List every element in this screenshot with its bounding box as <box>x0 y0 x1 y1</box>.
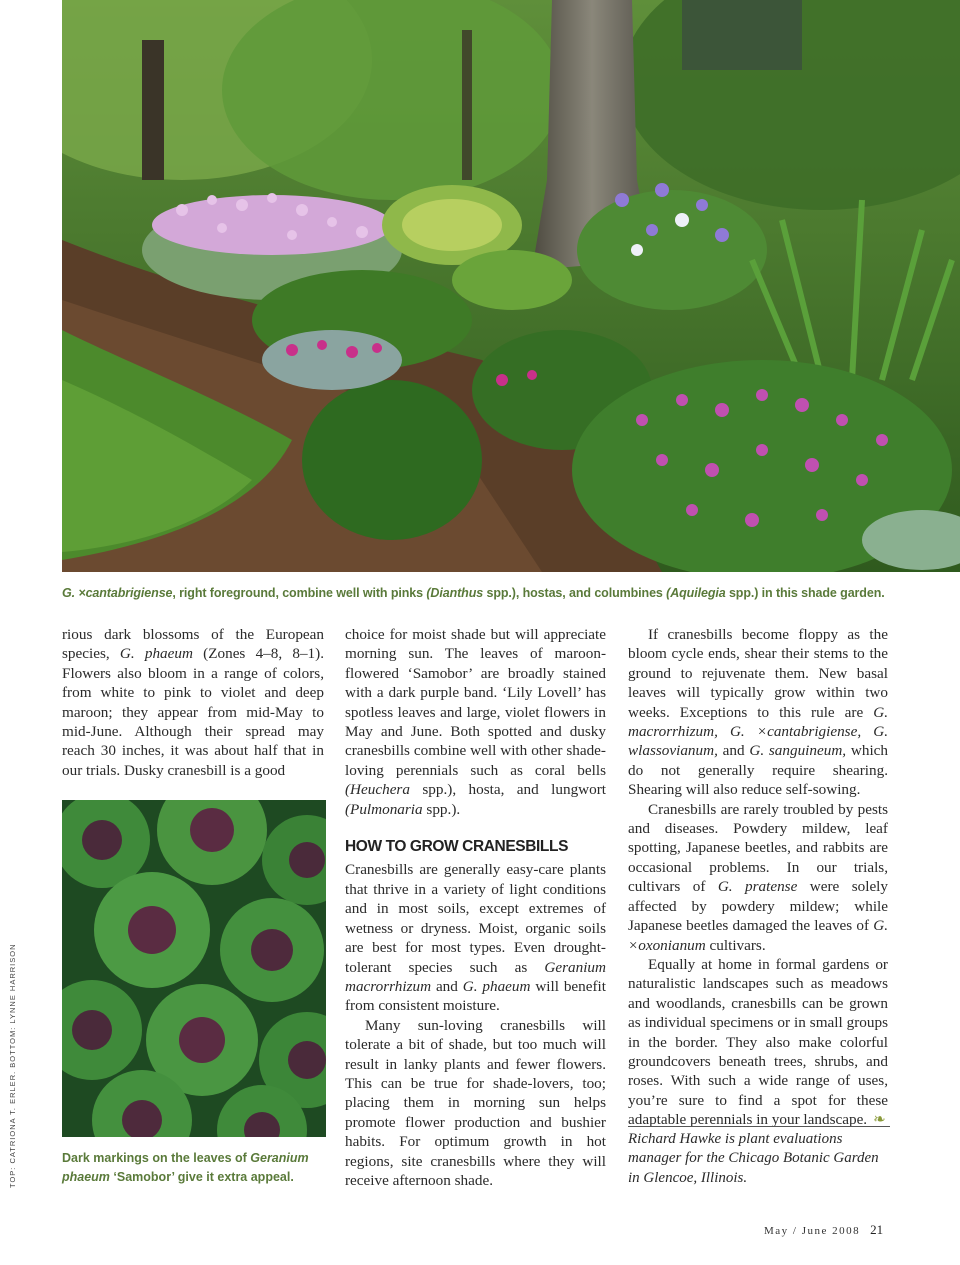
paragraph: Cranesbills are generally easy-care plants that thrive in a variety of light conditions and in most soils, except extremes of wetness or dryness. Moist, organic soils are best for most types. Even drought-tolerant species such as Geranium macrorrhizum and G. phaeum will benefit from consistent moisture. <box>345 861 606 1015</box>
paragraph: rious dark blossoms of the European species, G. phaeum (Zones 4–8, 8–1). Flowers also bloom in a range of colors, from white to pink to violet and deep maroon; they appear from mid-May to mid-June. Although their spread may reach 30 inches, it was about half that in our trials. Dusky cranesbill is a good <box>62 626 324 779</box>
issue-date: May / June 2008 <box>764 1225 861 1237</box>
page-number: 21 <box>870 1222 884 1237</box>
photo-credit: TOP: CATRIONA T. ERLER. BOTTOM: LYNNE HARRISON <box>8 943 17 1188</box>
text-column-1 <box>62 625 324 780</box>
text-column-3 <box>628 625 888 1131</box>
section-heading: HOW TO GROW CRANESBILLS <box>345 838 569 856</box>
leaf-photo-caption: Dark markings on the leaves of Geranium phaeum ‘Samobor’ give it extra appeal. <box>62 1151 309 1184</box>
garden-photo <box>62 0 960 572</box>
author-bio: Richard Hawke is plant evaluations manager for the Chicago Botanic Garden in Glencoe, Illinois. <box>628 1126 890 1188</box>
end-mark-icon: ❧ <box>873 1112 886 1129</box>
paragraph: Equally at home in formal gardens or naturalistic landscapes such as meadows and woodlands, cranesbills can be grown as individual specimens or in small groups in the border. They also make colorful groundcovers beneath trees, shrubs, and roses. With such a wide range of uses, you’re sure to find a spot for these adaptable perennials in your landscape. ❧ <box>628 955 888 1129</box>
paragraph: If cranesbills become floppy as the bloom cycle ends, shear their stems to the ground to rejuvenate them. New basal leaves will typically grow within two weeks. Exceptions to this rule are G. macrorrhizum, G. ×cantabrigiense, G. wlassovianum, and G. sanguineum, which do not generally require shearing. Shearing will also reduce self-sowing. <box>628 626 888 799</box>
leaf-photo <box>62 800 326 1137</box>
paragraph: Many sun-loving cranesbills will tolerate a bit of shade, but too much will result in lanky plants and fewer flowers. This can be true for shade-lovers, too; placing them in morning sun helps promote flower production and bushier habits. For optimum growth in hot regions, site cranesbills where they will receive afternoon shade. <box>345 1016 606 1189</box>
hero-photo-caption: G. ×cantabrigiense, right foreground, combine well with pinks (Dianthus spp.), hostas, and columbines (Aquilegia spp.) in this shade garden. <box>62 586 885 600</box>
text-column-2 <box>345 625 606 1190</box>
page-footer <box>764 1222 890 1238</box>
paragraph: Cranesbills are rarely troubled by pests and diseases. Powdery mildew, leaf spotting, Japanese beetles, and rabbits are occasional problems. In our trials, cultivars of G. pratense were solely affected by powdery mildew; while Japanese beetles damaged the leaves of G. ×oxonianum cultivars. <box>628 800 888 954</box>
paragraph: choice for moist shade but will appreciate morning sun. The leaves of maroon-flowered ‘Samobor’ are broadly stained with a dark purple band. ‘Lily Lovell’ has spotless leaves and large, violet flowers in May and June. Both spotted and dusky cranesbills combine well with other shade-loving perennials such as coral bells (Heuchera spp.), hosta, and lungwort (Pulmonaria spp.). <box>345 626 606 818</box>
